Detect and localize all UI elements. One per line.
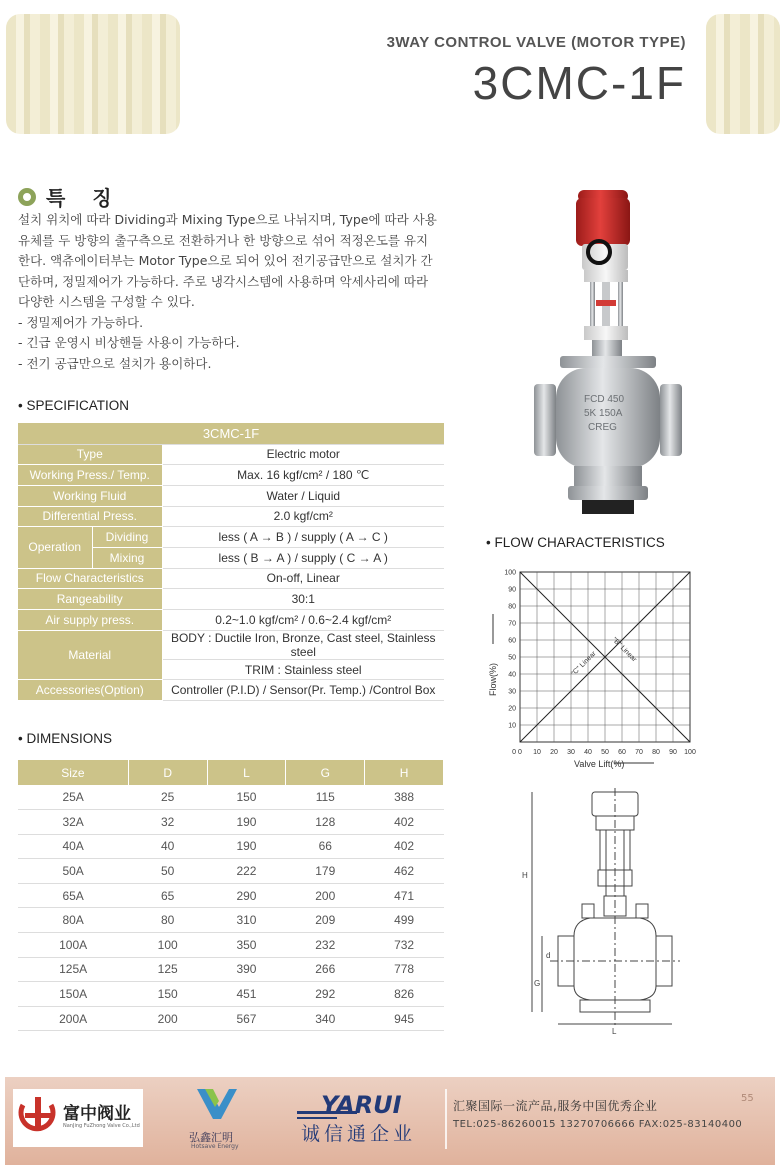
dimensions-cell: 209 [286, 908, 365, 933]
hotsave-subname: Hotsave Energy [191, 1143, 239, 1150]
spec-value-dividing: less ( A → B ) / supply ( A → C ) [162, 527, 444, 548]
drawing-label-d: d [546, 951, 551, 960]
dimensions-cell: 115 [286, 785, 365, 810]
features-description [18, 210, 444, 374]
spec-label-accessories: Accessories(Option) [18, 680, 162, 701]
spec-label-diff-press: Differential Press. [18, 506, 162, 527]
chart-x-tick-label: 30 [567, 749, 575, 756]
spec-value-accessories: Controller (P.I.D) / Sensor(Pr. Temp.) /Control Box [162, 680, 444, 701]
spec-label-operation: Operation [18, 527, 92, 568]
spec-label-rangeability: Rangeability [18, 589, 162, 610]
valve-cast-text: 5K 150A [584, 408, 623, 419]
table-row [18, 883, 444, 908]
dimensions-cell: 100A [18, 933, 128, 958]
dimensions-cell: 150 [128, 982, 207, 1007]
hotsave-logo-icon [195, 1085, 239, 1123]
dimensions-header-row [18, 760, 444, 785]
dimensions-cell: 66 [286, 834, 365, 859]
dimensions-cell: 40 [128, 834, 207, 859]
dimensions-cell: 32 [128, 810, 207, 835]
spec-header: 3CMC-1F [18, 423, 444, 444]
dimensions-cell: 32A [18, 810, 128, 835]
hotsave-name: 弘鑫汇明 [189, 1131, 233, 1144]
spec-label-air-supply: Air supply press. [18, 610, 162, 631]
dimensions-cell: 80 [128, 908, 207, 933]
spec-value-material-trim: TRIM : Stainless steel [162, 659, 444, 680]
chart-x-tick-label: 0 [518, 749, 522, 756]
features-line: 유체를 두 방향의 출구측으로 전환하거나 한 방향으로 섞어 적정온도를 유지 [18, 232, 429, 248]
dimensions-cell: 266 [286, 957, 365, 982]
spec-value-flow-char: On-off, Linear [162, 568, 444, 589]
dimensions-cell: 50A [18, 859, 128, 884]
dimensions-cell: 150 [207, 785, 286, 810]
chart-x-tick-label: 10 [533, 749, 541, 756]
dimensions-cell: 100 [128, 933, 207, 958]
chart-x-tick-label: 60 [618, 749, 626, 756]
yarui-logo-text: YARUI [321, 1091, 402, 1119]
spec-value-mixing: less ( B → A ) / supply ( C → A ) [162, 547, 444, 568]
table-row [18, 908, 444, 933]
chart-y-tick-label: 90 [508, 586, 516, 594]
dimensions-cell: 340 [286, 1006, 365, 1031]
features-line: 다양한 시스템을 구성할 수 있다. [18, 294, 195, 309]
spec-value-type: Electric motor [162, 444, 444, 465]
dimensions-cell: 128 [286, 810, 365, 835]
dimensions-cell: 402 [365, 834, 444, 859]
dimensions-cell: 222 [207, 859, 286, 884]
chart-y-tick-label: 10 [508, 722, 516, 730]
specification-table [18, 423, 444, 701]
chart-y-tick-label: 80 [508, 603, 516, 611]
table-row [18, 982, 444, 1007]
chart-y-tick-label: 70 [508, 620, 516, 628]
page-number: 55 [741, 1093, 754, 1104]
valve-dimension-drawing [520, 786, 700, 1036]
dimensions-column-header: H [365, 760, 444, 785]
chart-series-label: "B" Linear [610, 636, 638, 664]
page-title: 3CMC-1F [472, 57, 686, 109]
drawing-label-l: L [612, 1027, 617, 1036]
chart-y-axis-label: Flow(%) [488, 663, 498, 696]
chart-x-axis-label: Valve Lift(%) [574, 759, 625, 769]
spec-value-rangeability: 30:1 [162, 589, 444, 610]
chart-x-tick-label: 100 [684, 749, 696, 756]
bullet-circle-icon [18, 188, 36, 206]
spec-value-fluid: Water / Liquid [162, 485, 444, 506]
drawing-label-h: H [522, 871, 528, 880]
table-row [18, 859, 444, 884]
table-row [18, 834, 444, 859]
dimensions-cell: 200A [18, 1006, 128, 1031]
fuzhong-logo-icon [17, 1095, 59, 1137]
spec-value-press-temp: Max. 16 kgf/cm² / 180 ℃ [162, 465, 444, 486]
features-line: 설치 위치에 따라 Dividing과 Mixing Type으로 나뉘지며, Type에 따라 사용 [18, 212, 437, 227]
dimensions-cell: 945 [365, 1006, 444, 1031]
dimensions-cell: 292 [286, 982, 365, 1007]
valve-cast-text: CREG [588, 422, 617, 433]
chart-y-tick-label: 60 [508, 637, 516, 645]
fuzhong-subname: NanJing FuZhong Valve Co.,Ltd [63, 1123, 140, 1129]
spec-label-type: Type [18, 444, 162, 465]
dimensions-cell: 451 [207, 982, 286, 1007]
yarui-name: 诚信通企业 [301, 1123, 417, 1145]
footer-divider [445, 1089, 447, 1149]
dimensions-table [18, 760, 444, 1031]
fuzhong-name: 富中阀业 [63, 1104, 131, 1124]
flow-characteristics-chart [484, 562, 714, 772]
features-line: 단하며, 정밀제어가 가능하다. 주로 냉각시스템에 사용하며 악세사리에 따라 [18, 273, 429, 289]
spec-label-mixing: Mixing [92, 547, 162, 568]
dimensions-cell: 567 [207, 1006, 286, 1031]
dimensions-cell: 179 [286, 859, 365, 884]
dimensions-cell: 388 [365, 785, 444, 810]
dimensions-cell: 50 [128, 859, 207, 884]
yarui-logo-icon [297, 1089, 437, 1121]
footer-slogan: 汇聚国际一流产品,服务中国优秀企业 [453, 1099, 658, 1113]
dimensions-cell: 390 [207, 957, 286, 982]
dimensions-cell: 190 [207, 834, 286, 859]
dimensions-cell: 25 [128, 785, 207, 810]
dimensions-cell: 190 [207, 810, 286, 835]
chart-x-tick-label: 90 [669, 749, 677, 756]
dimensions-cell: 778 [365, 957, 444, 982]
features-title: 특 징 [46, 186, 122, 210]
table-row [18, 957, 444, 982]
chart-x-tick-label: 80 [652, 749, 660, 756]
chart-x-tick-label: 50 [601, 749, 609, 756]
fuzhong-logo [13, 1089, 143, 1147]
features-line: 한다. 액츄에이터부는 Motor Type으로 되어 있어 전기공급만으로 설치가 간 [18, 253, 433, 268]
dimensions-title: • DIMENSIONS [18, 731, 112, 746]
chart-x-tick-label: 70 [635, 749, 643, 756]
dimensions-column-header: L [207, 760, 286, 785]
valve-photo [532, 186, 708, 520]
dimensions-cell: 65A [18, 883, 128, 908]
dimensions-cell: 499 [365, 908, 444, 933]
dimensions-column-header: G [286, 760, 365, 785]
features-bullet: - 전기 공급만으로 설치가 용이하다. [18, 355, 212, 371]
dimensions-cell: 125A [18, 957, 128, 982]
chart-origin-label: 0 [512, 749, 516, 756]
spec-value-diff-press: 2.0 kgf/cm² [162, 506, 444, 527]
flow-characteristics-title: • FLOW CHARACTERISTICS [486, 535, 665, 550]
dimensions-column-header: D [128, 760, 207, 785]
dimensions-cell: 200 [286, 883, 365, 908]
specification-title: • SPECIFICATION [18, 398, 129, 413]
spec-label-fluid: Working Fluid [18, 485, 162, 506]
spec-label-flow-char: Flow Characteristics [18, 568, 162, 589]
chart-x-tick-label: 20 [550, 749, 558, 756]
dimensions-cell: 200 [128, 1006, 207, 1031]
spec-value-air-supply: 0.2~1.0 kgf/cm² / 0.6~2.4 kgf/cm² [162, 610, 444, 631]
features-heading [18, 182, 122, 211]
dimensions-cell: 402 [365, 810, 444, 835]
table-row [18, 933, 444, 958]
chart-y-tick-label: 100 [504, 569, 516, 577]
footer-contact: TEL:025-86260015 13270706666 FAX:025-83140400 [453, 1119, 743, 1130]
chart-series-label: "C" Linear [570, 650, 598, 678]
chart-y-tick-label: 40 [508, 671, 516, 679]
spec-label-press-temp: Working Press./ Temp. [18, 465, 162, 486]
page-subtitle: 3WAY CONTROL VALVE (MOTOR TYPE) [386, 34, 686, 51]
dimensions-cell: 462 [365, 859, 444, 884]
dimensions-cell: 350 [207, 933, 286, 958]
dimensions-cell: 732 [365, 933, 444, 958]
drawing-label-g: G [534, 979, 541, 988]
features-bullet: - 긴급 운영시 비상핸들 사용이 가능하다. [18, 335, 240, 350]
header-decoration-left [6, 14, 180, 134]
dimensions-cell: 150A [18, 982, 128, 1007]
chart-y-tick-label: 30 [508, 688, 516, 696]
features-bullet: - 정밀제어가 가능하다. [18, 314, 144, 330]
dimensions-cell: 310 [207, 908, 286, 933]
table-row [18, 1006, 444, 1031]
dimensions-column-header: Size [18, 760, 128, 785]
spec-label-material: Material [18, 630, 162, 680]
dimensions-cell: 25A [18, 785, 128, 810]
table-row [18, 785, 444, 810]
dimensions-cell: 826 [365, 982, 444, 1007]
dimensions-cell: 40A [18, 834, 128, 859]
dimensions-cell: 471 [365, 883, 444, 908]
table-row [18, 810, 444, 835]
spec-value-material-body: BODY : Ductile Iron, Bronze, Cast steel, Stainless steel [162, 630, 444, 659]
header-decoration-right [706, 14, 780, 134]
spec-label-dividing: Dividing [92, 527, 162, 548]
chart-y-tick-label: 20 [508, 705, 516, 713]
chart-x-tick-label: 40 [584, 749, 592, 756]
valve-cast-text: FCD 450 [584, 394, 625, 405]
dimensions-cell: 232 [286, 933, 365, 958]
dimensions-cell: 290 [207, 883, 286, 908]
dimensions-cell: 80A [18, 908, 128, 933]
dimensions-cell: 65 [128, 883, 207, 908]
dimensions-cell: 125 [128, 957, 207, 982]
chart-y-tick-label: 50 [508, 654, 516, 662]
footer-banner [5, 1077, 775, 1165]
